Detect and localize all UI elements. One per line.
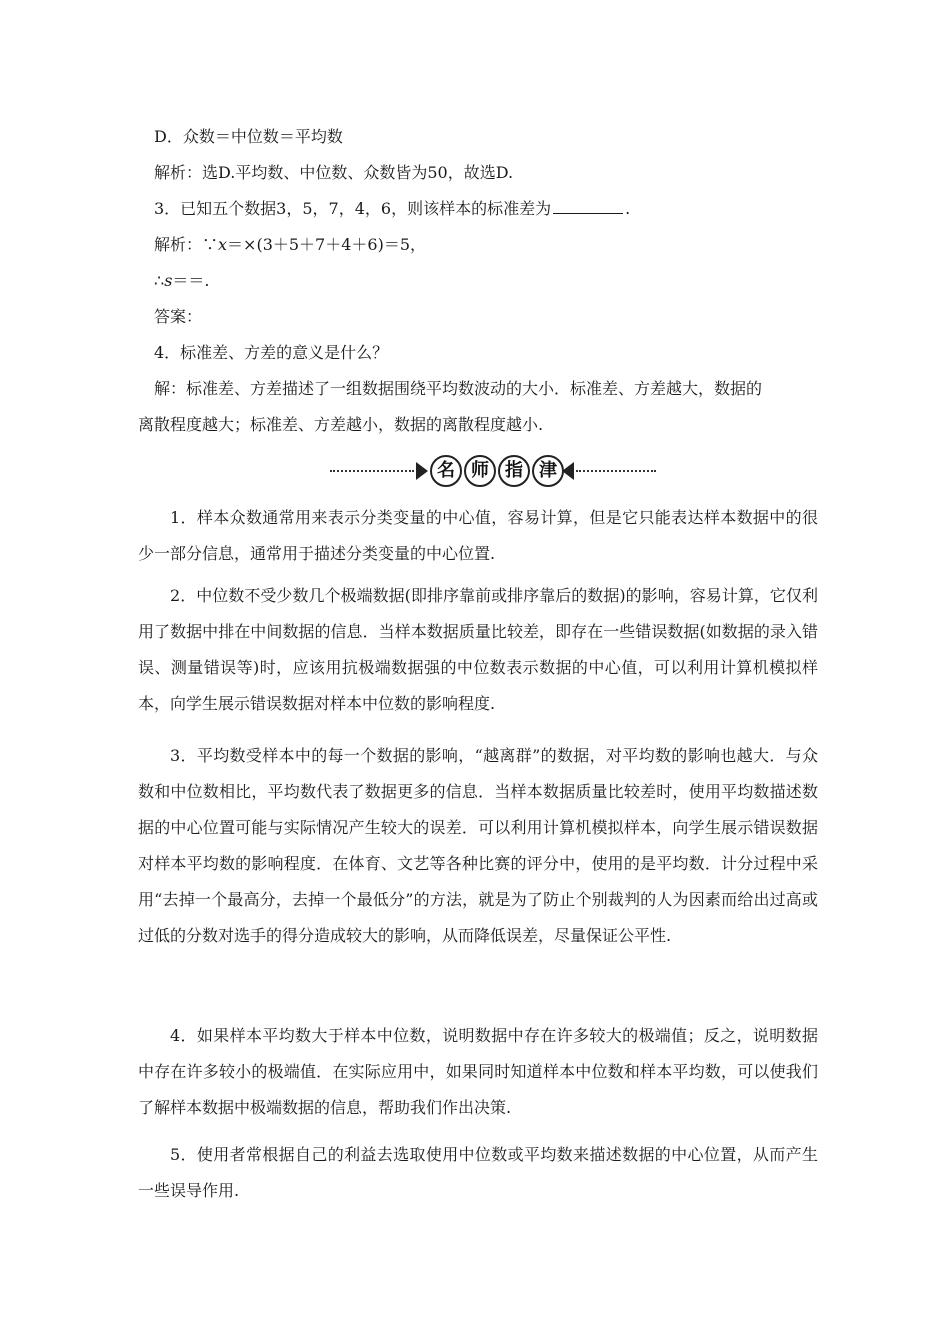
- tip-paragraph-4: [138, 1018, 818, 1126]
- tip-text-5: 5．使用者常根据自己的利益去选取使用中位数或平均数来描述数据的中心位置，从而产生一些误导作用.: [138, 1145, 818, 1200]
- tip-text-4: 4．如果样本平均数大于样本中位数，说明数据中存在许多较大的极端值；反之，说明数据中存在许多较小的极端值．在实际应用中，如果同时知道样本中位数和样本平均数，可以使我们了解样本数据中极端数据的信息，帮助我们作出决策.: [138, 1026, 818, 1117]
- analysis-2-formula: ＝×(3＋5＋7＋4＋6)＝5，: [227, 235, 427, 254]
- tip-text-2: 2．中位数不受少数几个极端数据(即排序靠前或排序靠后的数据)的影响，容易计算，它仅利用了数据中排在中间数据的信息．当样本数据质量比较差，即存在一些错误数据(如数据的录入错误、测量错误等)时，应该用抗极端数据强的中位数表示数据的中心值，可以利用计算机模拟样本，向学生展示错误数据对样本中位数的影响程度.: [138, 586, 818, 713]
- question-3-end: .: [625, 199, 631, 218]
- arrow-left-icon: [562, 462, 574, 480]
- tip-paragraph-1: [138, 500, 818, 572]
- banner-char-2: 师: [464, 455, 496, 487]
- question-4: [138, 343, 818, 363]
- solution-text-2: 离散程度越大；标准差、方差越小，数据的离散程度越小.: [138, 415, 544, 434]
- analysis-2-prefix: 解析：∵: [154, 235, 219, 254]
- banner-char-3: 指: [498, 455, 530, 487]
- answer-line: [138, 307, 818, 327]
- option-d-text: D．众数＝中位数＝平均数: [154, 127, 343, 146]
- tip-paragraph-2: [138, 578, 818, 722]
- tip-text-3: 3．平均数受样本中的每一个数据的影响，“越离群”的数据，对平均数的影响也越大．与众数和中位数相比，平均数代表了数据更多的信息．当样本数据质量比较差时，使用平均数描述数据的中心位置可能与实际情况产生较大的误差．可以利用计算机模拟样本，向学生展示错误数据对样本平均数的影响程度．在体育、文艺等各种比赛的评分中，使用的是平均数．计分过程中采用“去掉一个最高分，去掉一个最低分”的方法，就是为了防止个别裁判的人为因素而给出过高或过低的分数对选手的得分造成较大的影响，从而降低误差，尽量保证公平性.: [138, 746, 818, 945]
- question-3-text: 3．已知五个数据3，5，7，4，6，则该样本的标准差为: [154, 199, 552, 218]
- therefore-line: [138, 271, 818, 291]
- solution-line-1: [138, 379, 818, 399]
- banner-char-1: 名: [430, 455, 462, 487]
- dotted-rule-left: [330, 470, 414, 472]
- therefore-formula: ＝＝.: [172, 271, 210, 290]
- answer-label: 答案：: [154, 307, 203, 326]
- solution-line-2: [138, 415, 818, 435]
- answer-blank: [553, 199, 623, 214]
- tip-paragraph-3: [138, 738, 818, 954]
- question-4-text: 4．标准差、方差的意义是什么？: [154, 343, 389, 362]
- arrow-right-icon: [416, 462, 428, 480]
- banner-char-4: 津: [532, 455, 564, 487]
- option-d: [138, 127, 818, 147]
- question-3: [138, 199, 818, 219]
- analysis-1-text: 解析：选D.平均数、中位数、众数皆为50，故选D.: [154, 163, 514, 182]
- tip-text-1: 1．样本众数通常用来表示分类变量的中心值，容易计算，但是它只能表达样本数据中的很少一部分信息，通常用于描述分类变量的中心位置.: [138, 508, 818, 563]
- section-banner: [330, 453, 656, 489]
- dotted-rule-right: [576, 470, 656, 472]
- tip-paragraph-5: [138, 1137, 818, 1209]
- analysis-2: [138, 235, 818, 255]
- solution-text-1: 解：标准差、方差描述了一组数据围绕平均数波动的大小．标准差、方差越大，数据的: [154, 379, 763, 398]
- std-variable: s: [164, 271, 173, 290]
- mean-variable: x: [218, 235, 228, 254]
- therefore-symbol: ∴: [154, 271, 165, 290]
- analysis-1: [138, 163, 818, 183]
